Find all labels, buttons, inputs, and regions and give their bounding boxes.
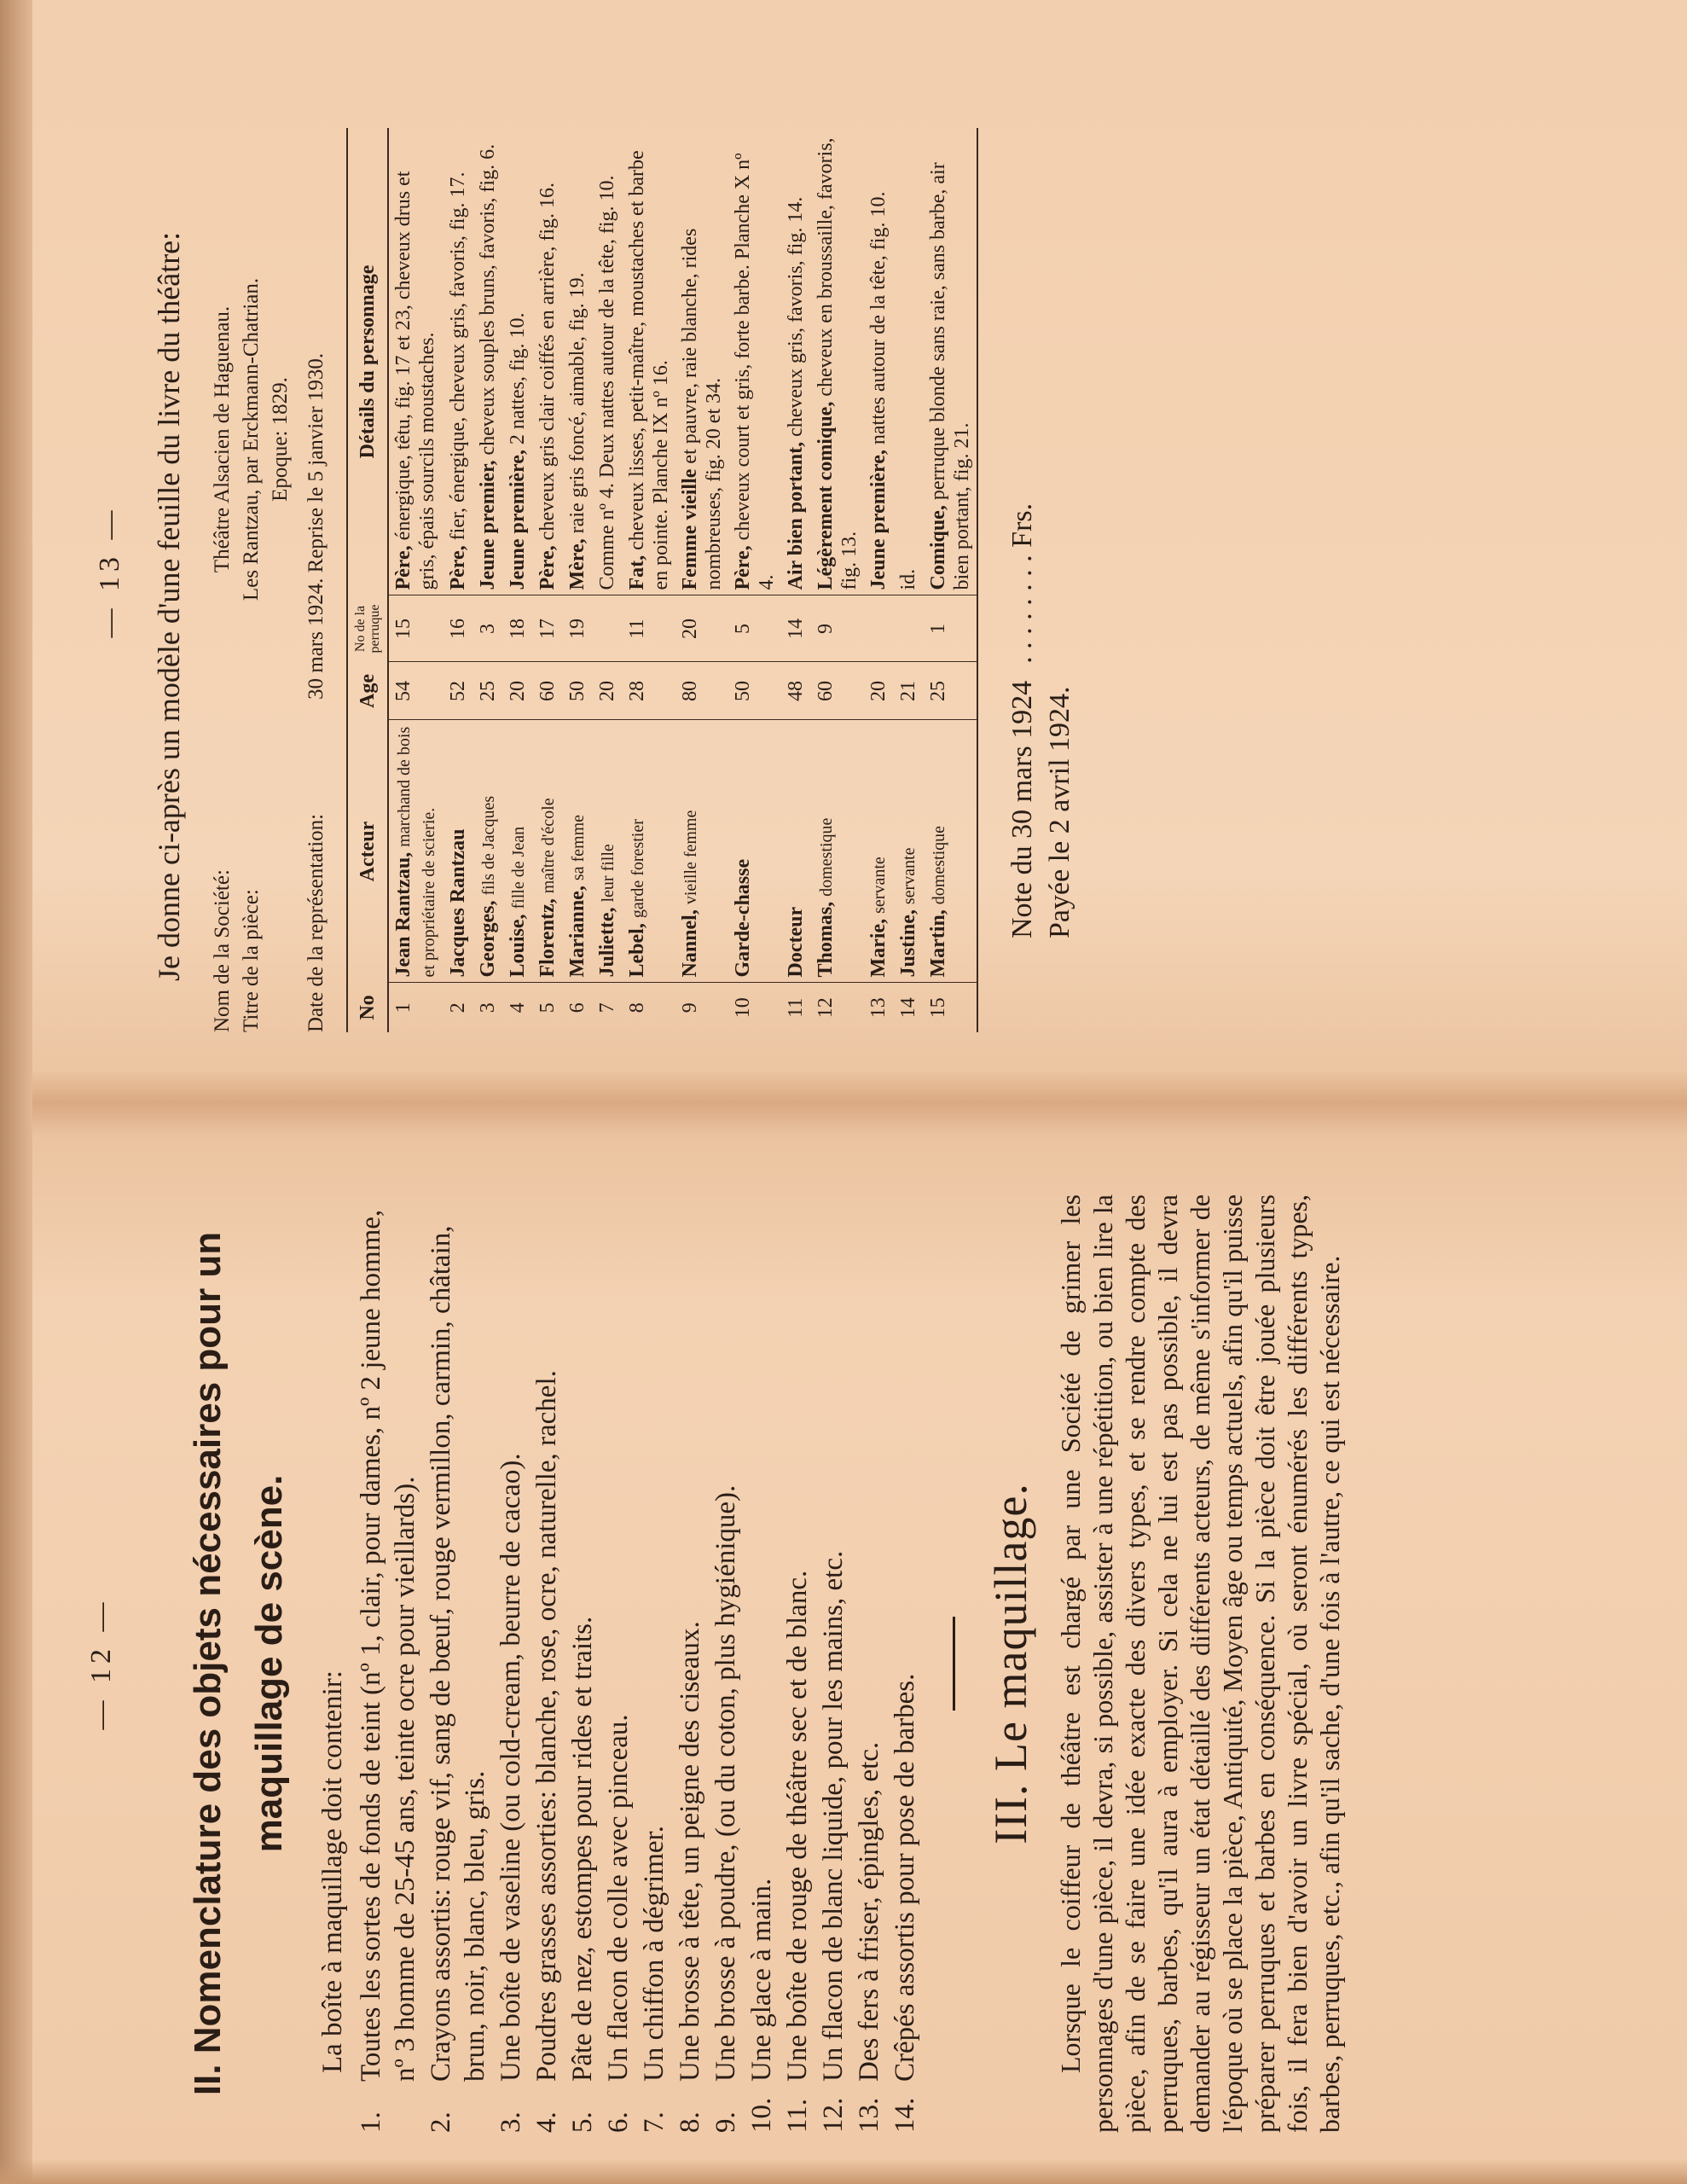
age-cell: 25 [473,662,503,720]
titre-label: Titre de la pièce: [240,889,263,1032]
age-cell: 20 [503,662,533,720]
item-text: Crayons assortis: rouge vif, sang de bœuf, rouge vermillon, carmin, châtain, brun, noir, blanc, bleu, gris. [426,1225,490,2082]
societe-row [208,102,237,1032]
details-cell [388,128,443,595]
actor-cell [675,720,728,983]
details-cell [864,128,894,595]
item-number: 8. [675,2111,705,2133]
actor-role: sa femme [569,814,588,881]
wig-cell [593,595,623,662]
details-cell [781,128,811,595]
actor-name: Georges, [477,900,499,978]
item-number: 12. [818,2097,849,2133]
actor-role: fils de Jacques [479,795,498,896]
actor-name: Justine, [897,909,919,978]
row-number: 3 [477,1002,499,1014]
table-row [533,128,563,1032]
titre-row [237,102,266,1032]
note-date: Note du 30 mars 1924 [1006,680,1038,938]
actor-cell [593,720,623,983]
table-row [623,128,675,1032]
actor-cell [728,720,781,983]
details-cell [473,128,503,595]
societe-value: Théâtre Alsacien de Haguenau. [211,305,234,573]
col-header-no: No [347,983,388,1032]
page-number: — 12 — [85,1597,117,1730]
table-row [443,128,473,1032]
details-text: nattes autour de la tête, fig. 10. [867,191,890,445]
details-text: Comme nº 4. Deux nattes autour de la tête, fig. 10. [596,175,618,590]
item-text: Un chiffon à dégrimer. [639,1826,670,2082]
row-number: 9 [679,1002,701,1014]
details-cell [563,128,593,595]
table-row [811,128,864,1032]
actor-name: Louise, [507,914,529,978]
details-text: cheveux lisses, petit-maître, moustaches et barbe en pointe. Planche IX nº 16. [626,150,672,590]
details-text: et pauvre, raie blanche, rides nombreuses, fig. 20 et 34. [679,228,725,590]
section-heading: II. Nomenclature des objets nécessaires pour un maquillage de scène. [187,1231,290,2096]
actor-role: fille de Jean [509,826,528,909]
col-header-perruque: No de la perruque [347,595,388,662]
date-label: Date de la représentation: [304,813,328,1032]
details-keyword: Air bien portant, [785,441,807,590]
page-edge-bottom [0,2158,1687,2184]
item-number: 10. [746,2097,777,2133]
table-row [781,128,811,1032]
actor-role: servante [900,847,919,905]
actor-cell [864,720,894,983]
actor-role: leur fille [599,844,617,903]
details-text: 2 nattes, fig. 10. [507,312,529,445]
row-number: 4 [507,1002,529,1014]
details-keyword: Légèrement comique, [815,401,837,590]
list-item [530,1203,564,2133]
list-item [888,1203,922,2133]
details-keyword: Comique, [927,505,949,590]
row-number: 6 [566,1002,588,1014]
details-keyword: Père, [536,545,559,590]
actor-cell [473,720,503,983]
details-keyword: Jeune première, [867,450,890,590]
details-text: perruque blonde sans raie, sans barbe, air bien portant, fig. 21. [927,162,973,590]
divider [953,1617,955,1711]
titre-value: Les Rantzau, par Erckmann-Chatrian. [240,277,263,601]
details-keyword: Mère, [566,538,588,590]
details-cell [503,128,533,595]
details-cell [623,128,675,595]
item-text: Des fers à friser, épingles, etc. [854,1741,884,2082]
details-cell [675,128,728,595]
age-cell: 25 [924,662,977,720]
actor-cell [623,720,675,983]
col-header-details: Détails du personnage [347,128,388,595]
list-item [709,1203,743,2133]
item-text: Une glace à main. [746,1878,777,2082]
item-number: 1. [356,2111,386,2133]
actor-role: marchand de bois et propriétaire de scierie. [395,726,438,978]
actor-name: Nannel, [679,909,701,978]
actor-cell [503,720,533,983]
table-row [388,128,443,1032]
row-number: 1 [392,1002,415,1014]
wig-cell: 18 [503,595,533,662]
wig-cell: 1 [924,595,977,662]
societe-label: Nom de la Société: [211,869,234,1032]
details-cell [811,128,864,595]
wig-cell [864,595,894,662]
age-cell: 60 [811,662,864,720]
details-keyword: Père, [732,545,754,590]
roles-table [346,128,978,1032]
item-text: Toutes les sortes de fonds de teint (nº 1, clair, pour dames, nº 2 jeune homme, nº 3 homme de 25-45 ans, teinte ocre pour vieillards). [356,1209,420,2082]
actor-cell [781,720,811,983]
wig-cell: 15 [388,595,443,662]
actor-name: Jacques Rantzau [447,828,469,978]
row-number: 2 [447,1002,469,1014]
actor-name: Martin, [927,909,949,978]
col-header-acteur: Acteur [347,720,388,983]
item-number: 5. [567,2111,598,2133]
details-text: cheveux court et gris, forte barbe. Planche X nº 4. [732,153,778,590]
details-keyword: Fat, [626,555,648,590]
wig-cell: 19 [563,595,593,662]
item-text: Pâte de nez, estompes pour rides et traits. [567,1616,598,2082]
table-row [864,128,894,1032]
wig-cell: 3 [473,595,503,662]
item-number: 6. [603,2111,634,2133]
table-row [894,128,924,1032]
details-keyword: Femme vieille [679,468,701,590]
actor-role: servante [870,857,889,914]
actor-cell [443,720,473,983]
item-text: Une boîte de rouge de théâtre sec et de blanc. [782,1570,813,2082]
lead-text: La boîte à maquillage doit contenir: [317,1670,348,2073]
details-cell [533,128,563,595]
age-cell: 52 [443,662,473,720]
wig-cell [894,595,924,662]
row-number: 11 [785,997,807,1018]
actor-role: vieille femme [681,810,700,905]
actor-name: Garde-chasse [732,858,754,978]
wig-cell: 20 [675,595,728,662]
list-item [494,1203,528,2133]
age-cell: 50 [563,662,593,720]
page-13 [26,77,1629,1066]
table-row [473,128,503,1032]
table-row [563,128,593,1032]
details-text: cheveux gris clair coiffés en arrière, fig. 16. [536,182,559,541]
actor-role: garde forestier [629,819,647,919]
item-text: Un flacon de blanc liquide, pour les mains, etc. [818,1550,849,2082]
table-row [503,128,533,1032]
actor-name: Docteur [785,906,807,978]
details-cell [728,128,781,595]
list-item [424,1203,492,2133]
list-item [637,1203,671,2133]
list-item [852,1203,886,2133]
details-cell [593,128,623,595]
wig-cell: 11 [623,595,675,662]
paid-date: Payée le 2 avril 1924. [1044,686,1075,938]
list-item [601,1203,635,2133]
actor-name: Marianne, [566,886,588,978]
age-cell: 50 [728,662,781,720]
age-cell: 80 [675,662,728,720]
col-header-age: Age [347,662,388,720]
item-text: Une brosse à poudre, (ou du coton, plus hygiénique). [710,1484,741,2082]
age-cell: 28 [623,662,675,720]
details-keyword: Jeune premier, [477,460,499,590]
item-number: 7. [639,2111,670,2133]
age-cell: 20 [864,662,894,720]
item-text: Poudres grasses assorties: blanche, rose, ocre, naturelle, rachel. [531,1370,562,2082]
age-cell: 20 [593,662,623,720]
actor-name: Marie, [867,918,890,978]
page-number: — 13 — [94,505,125,638]
note-dots: . . . . . . . . Frs. [1006,502,1038,664]
details-text: fier, énergique, cheveux gris, favoris, fig. 17. [447,171,469,541]
list-item [354,1203,422,2133]
row-number: 7 [596,1002,618,1014]
actor-cell [811,720,864,983]
list-item [565,1203,600,2133]
actor-cell [533,720,563,983]
details-cell [894,128,924,595]
row-number: 14 [897,997,919,1019]
table-row [593,128,623,1032]
play-metadata [208,102,331,1032]
row-number: 5 [536,1002,559,1014]
actor-name: Thomas, [815,901,837,978]
body-paragraph: Lorsque le coiffeur de théâtre est chargé par une Société de grimer les personnages d'une pièce, il devra, si possible, assister à une répétition, ou bien lire la pièce, afin de se faire une idée exacte des divers types, et se rendre compte des perruques, barbes, qu'il aura à employer. Si cela ne lui est pas possible, il devra demander au régisseur un état détaillé des différents acteurs, de même s'informer de l'époque où se place la pièce, Antiquité, Moyen âge ou temps actuels, afin qu'il puisse préparer perruques et barbes en conséquence. Si la pièce doit être jouée plusieurs fois, il fera bien d'avoir un livre spécial, où seront énumérés les différents types, barbes, perruques, etc., afin qu'il sache, d'une fois à l'autre, ce qui est nécessaire. [1055,1194,1345,2133]
note-block [1004,77,1079,938]
actor-cell [388,720,443,983]
intro-text: Je donne ci-après un modèle d'une feuille du livre du théâtre: [152,231,186,981]
details-text: cheveux en broussaille, favoris, fig. 13. [815,137,861,590]
details-text: cheveux souples bruns, favoris, fig. 6. [477,143,499,456]
wig-cell: 9 [811,595,864,662]
row-number: 12 [815,997,837,1019]
wig-cell: 5 [728,595,781,662]
item-number: 3. [496,2111,526,2133]
item-number: 2. [426,2111,456,2133]
age-cell: 21 [894,662,924,720]
item-number: 13. [854,2097,884,2133]
list-item [816,1203,850,2133]
details-keyword: Père, [447,545,469,590]
item-number: 4. [531,2111,562,2133]
item-text: Une brosse à tête, un peigne des ciseaux. [675,1621,705,2082]
list-item [745,1203,779,2133]
epoque-row [266,102,295,1032]
wig-cell: 16 [443,595,473,662]
age-cell: 48 [781,662,811,720]
row-number: 13 [867,997,890,1019]
actor-name: Jean Rantzau, [392,851,415,978]
actor-role: domestique [817,817,836,897]
item-text: Crêpés assortis pour pose de barbes. [890,1673,920,2082]
table-row [924,128,977,1032]
page-12 [17,1169,1620,2158]
date-row [302,102,331,1032]
details-text: cheveux gris, favoris, fig. 14. [785,196,807,437]
list-item [780,1203,815,2133]
details-cell [924,128,977,595]
actor-cell [924,720,977,983]
item-number: 11. [782,2098,813,2133]
actor-cell [563,720,593,983]
item-number: 9. [710,2111,741,2133]
item-text: Une boîte de vaseline (ou cold-cream, beurre de cacao). [496,1453,526,2082]
details-text: id. [897,568,919,590]
wig-cell: 17 [533,595,563,662]
actor-name: Florentz, [536,898,559,978]
items-list [354,1203,922,2133]
item-text: Un flacon de colle avec pinceau. [603,1714,634,2082]
section-title: III. Le maquillage. [985,1483,1036,1844]
table-row [728,128,781,1032]
age-cell: 60 [533,662,563,720]
date-value: 30 mars 1924. Reprise le 5 janvier 1930. [304,352,328,700]
details-keyword: Jeune première, [507,450,529,590]
table-header [347,128,388,1032]
row-number: 10 [732,997,754,1019]
wig-cell: 14 [781,595,811,662]
details-text: raie gris foncé, aimable, fig. 19. [566,272,588,534]
table-row [675,128,728,1032]
row-number: 15 [924,983,977,1032]
actor-name: Lebel, [626,923,648,978]
actor-cell [894,720,924,983]
epoque-value: Epoque: 1829. [269,377,292,502]
list-item [673,1203,707,2133]
details-cell [443,128,473,595]
actor-role: domestique [930,825,948,905]
details-text: énergique, têtu, fig. 17 et 23, cheveux drus et gris, épais sourcils moustaches. [392,171,438,590]
item-number: 14. [890,2097,920,2133]
actor-role: maître d'école [539,798,558,894]
actor-name: Juliette, [596,907,618,978]
age-cell: 54 [388,662,443,720]
details-keyword: Père, [392,545,415,590]
row-number: 8 [626,1002,648,1014]
